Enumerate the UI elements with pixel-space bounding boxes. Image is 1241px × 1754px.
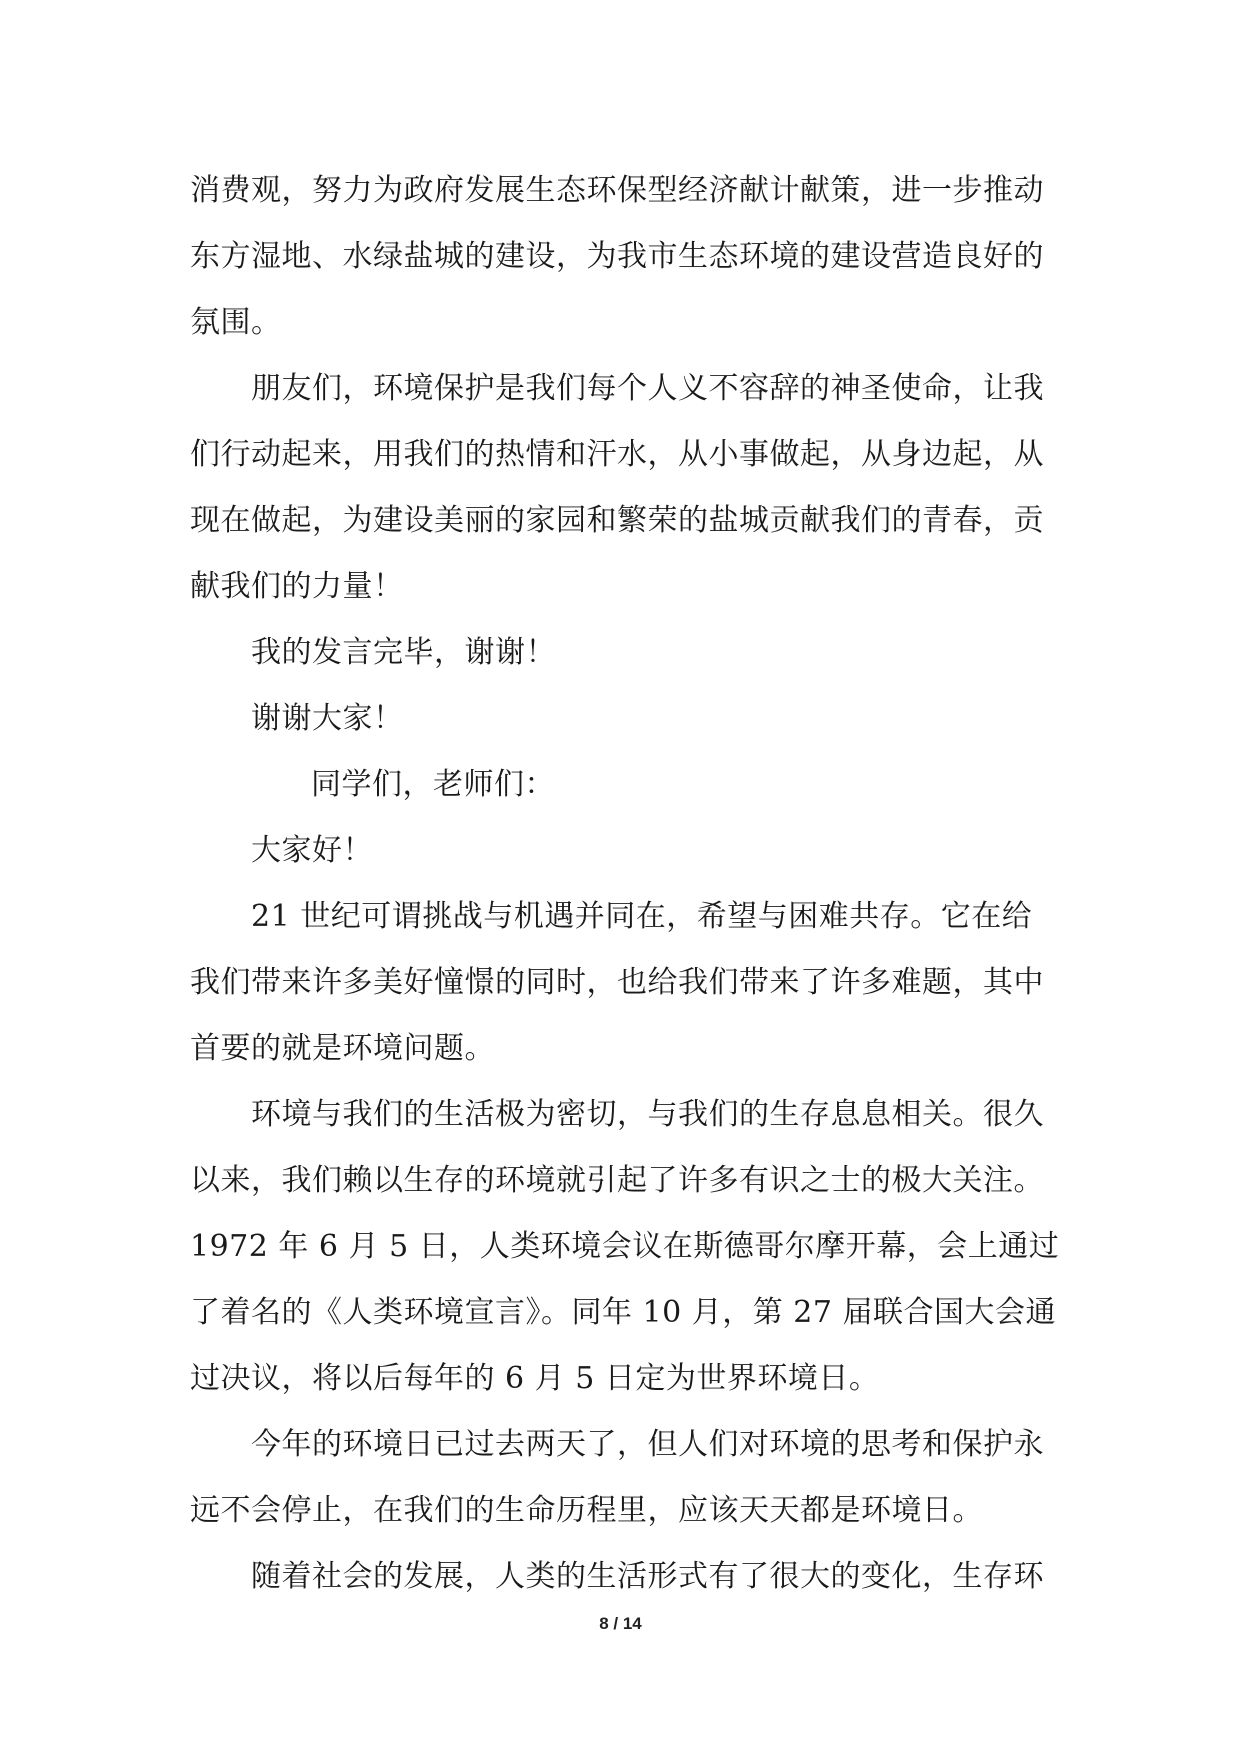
text-line: 21 世纪可谓挑战与机遇并同在，希望与困难共存。它在给	[251, 899, 1033, 934]
text-line: 朋友们，环境保护是我们每个人义不容辞的神圣使命，让我	[251, 371, 1044, 406]
text-line: 我们带来许多美好憧憬的同时，也给我们带来了许多难题，其中	[190, 965, 1044, 1000]
text-line: 环境与我们的生活极为密切，与我们的生存息息相关。很久	[251, 1097, 1044, 1132]
text-line: 以来，我们赖以生存的环境就引起了许多有识之士的极大关注。	[190, 1163, 1044, 1198]
text-line: 同学们，老师们：	[311, 767, 555, 802]
text-line: 1972 年 6 月 5 日，人类环境会议在斯德哥尔摩开幕，会上通过	[190, 1229, 1060, 1264]
text-line: 东方湿地、水绿盐城的建设，为我市生态环境的建设营造良好的	[190, 239, 1044, 274]
text-line: 献我们的力量！	[190, 569, 404, 604]
text-line: 首要的就是环境问题。	[190, 1031, 495, 1066]
document-body	[190, 158, 1060, 1610]
text-line: 氛围。	[190, 305, 282, 340]
text-line: 大家好！	[251, 833, 373, 868]
text-line: 消费观，努力为政府发展生态环保型经济献计献策，进一步推动	[190, 173, 1044, 208]
page-number: 8 / 14	[599, 1614, 642, 1633]
text-line: 远不会停止，在我们的生命历程里，应该天天都是环境日。	[190, 1493, 983, 1528]
text-line: 谢谢大家！	[251, 701, 404, 736]
text-line: 们行动起来，用我们的热情和汗水，从小事做起，从身边起，从	[190, 437, 1044, 472]
text-line: 我的发言完毕，谢谢！	[251, 635, 556, 670]
text-line: 今年的环境日已过去两天了，但人们对环境的思考和保护永	[251, 1427, 1044, 1462]
text-line: 现在做起，为建设美丽的家园和繁荣的盐城贡献我们的青春，贡	[190, 503, 1044, 538]
text-line: 过决议，将以后每年的 6 月 5 日定为世界环境日。	[190, 1361, 880, 1396]
text-line: 了着名的《人类环境宣言》。同年 10 月，第 27 届联合国大会通	[190, 1295, 1056, 1330]
text-line: 随着社会的发展，人类的生活形式有了很大的变化，生存环	[251, 1559, 1044, 1594]
